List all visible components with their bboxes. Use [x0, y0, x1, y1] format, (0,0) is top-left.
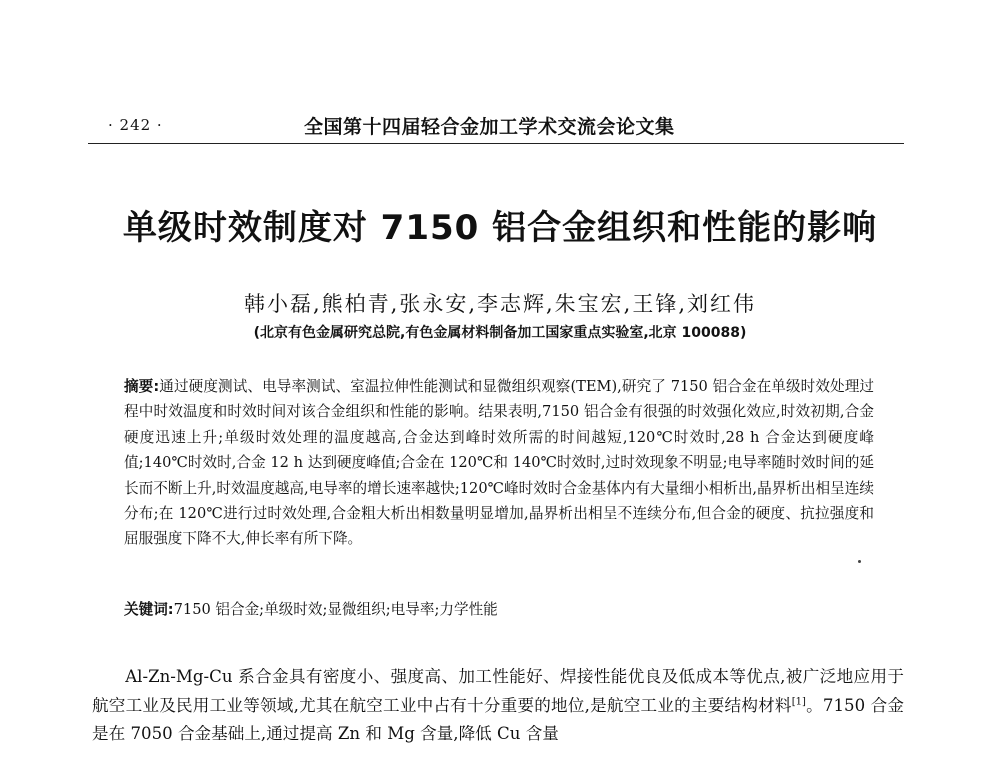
header-divider — [88, 143, 904, 144]
keywords — [124, 597, 874, 622]
body-text-part2: 。7150 合金是在 7050 合金基础上,通过提高 Zn 和 Mg 含量,降低 Cu 含量 — [92, 695, 904, 743]
body-paragraph — [92, 663, 904, 749]
paper-title: 单级时效制度对 7150 铝合金组织和性能的影响 — [122, 208, 878, 248]
keywords-label: 关键词: — [124, 601, 174, 618]
abstract — [124, 374, 874, 552]
citation-ref-1[interactable]: [1] — [791, 695, 806, 707]
abstract-label: 摘要: — [124, 378, 160, 395]
scan-speck — [858, 560, 861, 563]
running-header — [92, 112, 904, 142]
page-number: · 242 · — [108, 116, 163, 134]
body-text-part1: Al-Zn-Mg-Cu 系合金具有密度小、强度高、加工性能好、焊接性能优良及低成本等优点,被广泛地应用于航空工业及民用工业等领域,尤其在航空工业中占有十分重要的地位,是航空工业的主要结构材料 — [92, 667, 904, 715]
author-affiliation: (北京有色金属研究总院,有色金属材料制备加工国家重点实验室,北京 100088) — [253, 325, 747, 341]
abstract-text: 通过硬度测试、电导率测试、室温拉伸性能测试和显微组织观察(TEM),研究了 7150 铝合金在单级时效处理过程中时效温度和时效时间对该合金组织和性能的影响。结果表明,7150 铝合金有很强的时效强化效应,时效初期,合金硬度迅速上升;单级时效处理的温度越高,合金达到峰时效所需的时间越短,120℃时效时,28 h 合金达到硬度峰值;140℃时效时,合金 12 h 达到硬度峰值;合金在 120℃和 140℃时效时,过时效现象不明显;电导率随时效时间的延长而不断上升,时效温度越高,电导率的增长速率越快;120℃峰时效时合金基体内有大量细小相析出,晶界析出相呈连续分布;在 120℃进行过时效处理,合金粗大析出相数量明显增加,晶界析出相呈不连续分布,但合金的硬度、抗拉强度和屈服强度下降不大,伸长率有所下降。 — [124, 378, 875, 548]
keywords-text: 7150 铝合金;单级时效;显微组织;电导率;力学性能 — [173, 601, 498, 618]
author-list: 韩小磊,熊柏青,张永安,李志辉,朱宝宏,王锋,刘红伟 — [243, 292, 757, 316]
proceedings-title: 全国第十四届轻合金加工学术交流会论文集 — [304, 116, 675, 138]
